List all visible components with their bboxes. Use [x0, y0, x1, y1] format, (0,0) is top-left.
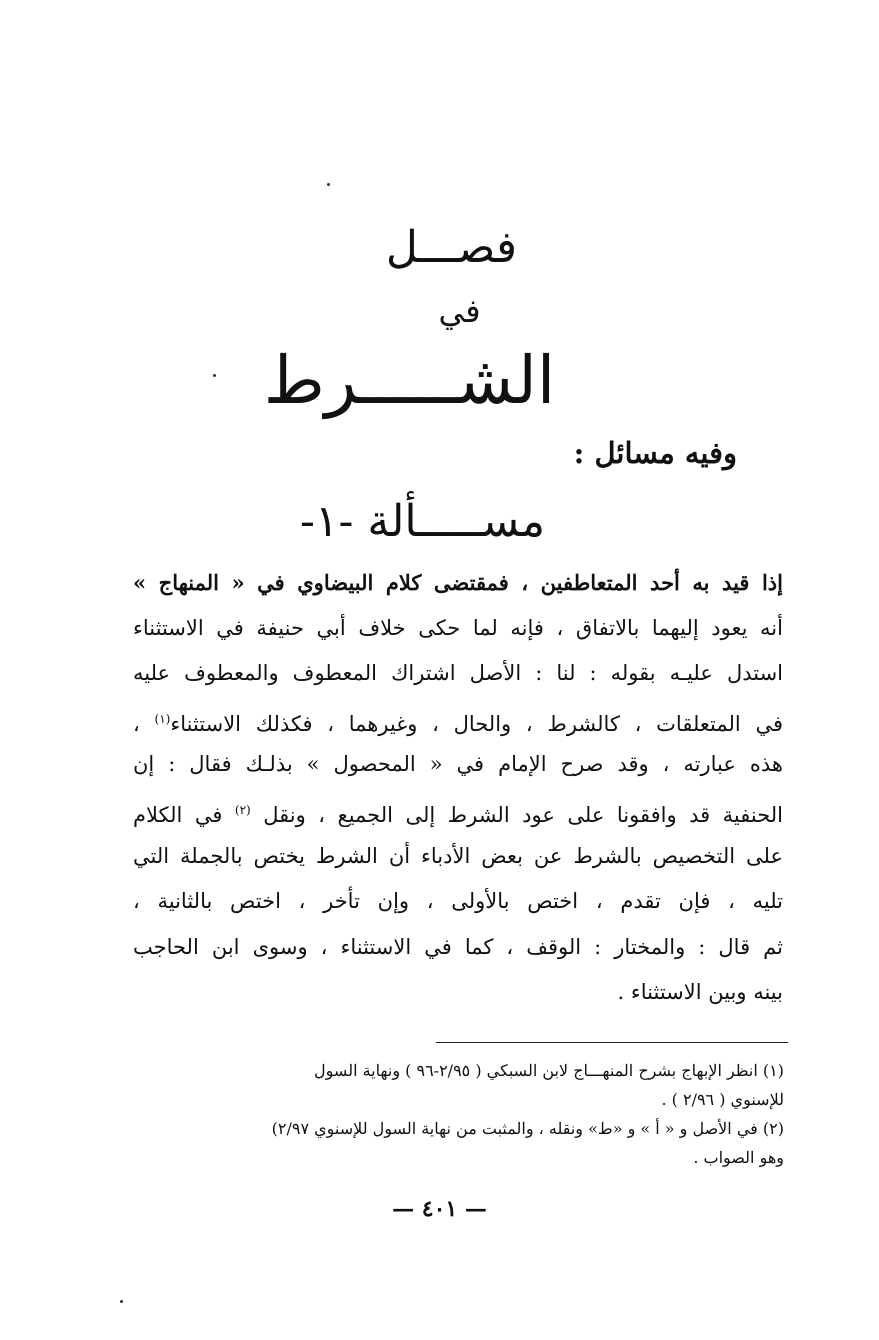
footnote-line: (٢) في الأصل و « أ » و «ط» ونقله ، والمثبت من نهاية السول للإسنوي ٢/٩٧): [271, 1119, 784, 1138]
print-speck: [213, 374, 216, 377]
text-segment: في المتعلقات ، كالشرط ، والحال ، وغيرهما ، فكذلك الاستثناء: [170, 711, 783, 736]
text-segment: تليه ، فإن تقدم ، اختص بالأولى ، وإن تأخر ، اختص بالثانية ،: [133, 889, 783, 914]
text-segment: أنه يعود إليهما بالاتفاق ، فإنه لما حكى خلاف أبي حنيفة في الاستثناء: [133, 615, 783, 640]
footnote-line: للإسنوي ( ٢/٩٦ ) .: [661, 1090, 784, 1109]
body-line: [133, 651, 783, 697]
issues-intro: وفيه مسائل :: [573, 436, 737, 470]
print-speck: [327, 183, 330, 186]
body-line: [133, 606, 783, 652]
footnote-line: وهو الصواب .: [693, 1148, 784, 1167]
print-speck: [120, 1300, 123, 1303]
body-line: [133, 788, 783, 834]
footnote-divider: [436, 1042, 788, 1043]
chapter-preposition: في: [438, 292, 481, 330]
text-segment: ،: [133, 711, 155, 736]
page-number: — ٤٠١ —: [392, 1196, 487, 1222]
text-segment: الحنفية قد وافقونا على عود الشرط إلى الجميع ، ونقل: [250, 802, 783, 827]
body-line: [133, 834, 783, 880]
footnote-marker: (١): [154, 711, 171, 726]
footnotes: [136, 1056, 784, 1172]
body-line: [133, 697, 783, 743]
body-line: [133, 742, 783, 788]
text-segment: ثم قال : والمختار : الوقف ، كما في الاستثناء ، وسوى ابن الحاجب: [133, 934, 783, 959]
issue-heading: مســـــألة -١-: [300, 496, 546, 547]
body-paragraph: [133, 560, 783, 1016]
text-segment: هذه عبارته ، وقد صرح الإمام في « المحصول » بذلـك فقال : إن: [133, 752, 783, 777]
body-line: [133, 925, 783, 971]
text-segment: في الكلام: [133, 802, 235, 827]
chapter-title: الشـــــرط: [263, 342, 556, 419]
text-segment: على التخصيص بالشرط عن بعض الأدباء أن الشرط يختص بالجملة التي: [133, 843, 783, 868]
text-segment: إذا قيد به أحد المتعاطفين ، فمقتضى كلام البيضاوي في « المنهاج »: [133, 570, 783, 595]
body-line: [133, 879, 783, 925]
body-line: [133, 560, 783, 606]
text-segment: بينه وبين الاستثناء .: [617, 980, 783, 1005]
chapter-label: فصـــل: [385, 222, 518, 273]
text-segment: استدل عليـه بقوله : لنا : الأصل اشتراك المعطوف والمعطوف عليه: [133, 661, 783, 686]
footnote-line: (١) انظر الإبهاج بشرح المنهـــاج لابن السبكي ( ٢/٩٥-٩٦ ) ونهاية السول: [314, 1061, 784, 1080]
footnote-marker: (٢): [234, 802, 251, 817]
body-line: [133, 970, 783, 1016]
